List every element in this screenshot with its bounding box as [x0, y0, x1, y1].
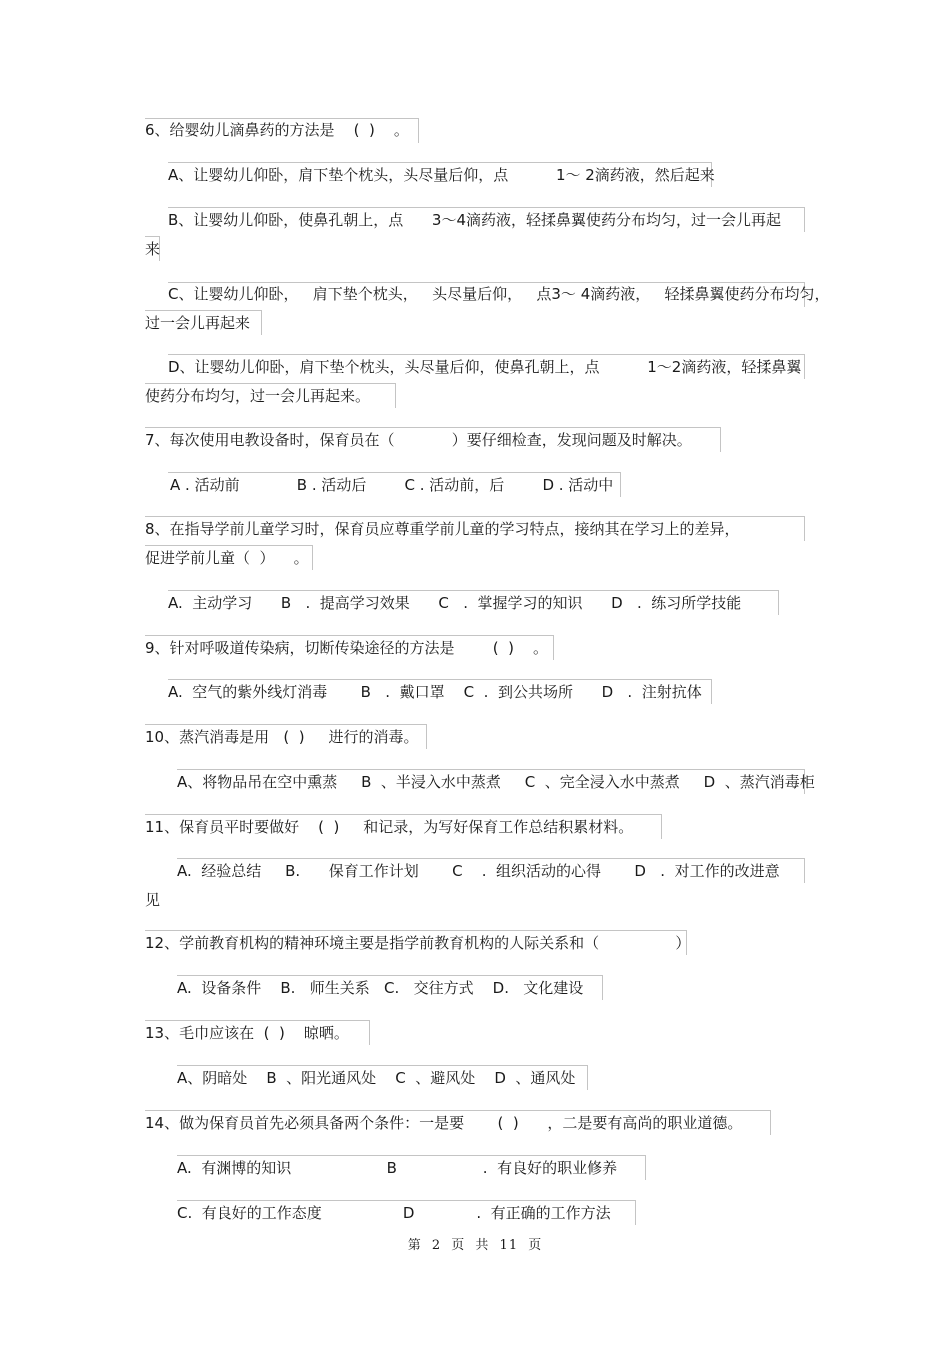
- question-11-options-cont: 见: [145, 891, 161, 909]
- question-6-option-a: A、让婴幼儿仰卧，肩下垫个枕头，头尽量后仰，点 1～ 2滴药液，然后起来: [168, 166, 715, 184]
- question-9-options: A. 空气的紫外线灯消毒 B . 戴口罩 C . 到公共场所 D . 注射抗体: [168, 683, 702, 701]
- question-6-option-b-cont: 来: [145, 240, 161, 258]
- question-7-options: A . 活动前 B . 活动后 C . 活动前，后 D . 活动中: [170, 476, 614, 494]
- question-12-stem: 12、学前教育机构的精神环境主要是指学前教育机构的人际关系和（ ）: [145, 934, 691, 952]
- question-7-stem: 7、每次使用电教设备时，保育员在（ ）要仔细检查，发现问题及时解决。: [145, 431, 692, 449]
- question-6-option-d: D、让婴幼儿仰卧，肩下垫个枕头，头尽量后仰，使鼻孔朝上，点 1～2滴药液，轻揉鼻翼: [168, 358, 802, 376]
- question-11-stem: 11、保育员平时要做好 ( ) 和记录，为写好保育工作总结积累材料。: [145, 818, 634, 836]
- question-6-option-c-cont: 过一会儿再起来: [145, 314, 251, 332]
- question-12-options: A. 设备条件 B. 师生关系 C. 交往方式 D. 文化建设: [177, 979, 584, 997]
- question-14-stem: 14、做为保育员首先必须具备两个条件：一是要 ( ) ，二是要有高尚的职业道德。: [145, 1114, 743, 1132]
- question-9-stem: 9、针对呼吸道传染病，切断传染途径的方法是 ( ) 。: [145, 639, 549, 657]
- question-10-options: A、将物品吊在空中熏蒸 B 、半浸入水中蒸煮 C 、完全浸入水中蒸煮 D 、蒸汽消毒柜: [177, 773, 815, 791]
- question-13-stem: 13、毛巾应该在 ( ) 晾晒。: [145, 1024, 349, 1042]
- question-6-option-c: C、让婴幼儿仰卧， 肩下垫个枕头， 头尽量后仰， 点3～ 4滴药液， 轻揉鼻翼使药分布均匀，: [168, 285, 830, 303]
- question-8-stem: 8、在指导学前儿童学习时，保育员应尊重学前儿童的学习特点，接纳其在学习上的差异，: [145, 520, 740, 538]
- question-6-option-d-cont: 使药分布均匀，过一会儿再起来。: [145, 387, 371, 405]
- page-number-footer: 第 2 页 共 11 页: [407, 1238, 543, 1253]
- question-13-options: A、阴暗处 B 、阳光通风处 C 、避风处 D 、通风处: [177, 1069, 576, 1087]
- question-8-stem-cont: 促进学前儿童（ ） 。: [145, 549, 309, 567]
- question-8-options: A. 主动学习 B . 提高学习效果 C . 掌握学习的知识 D . 练习所学技能: [168, 594, 742, 612]
- question-14-options-ab: A. 有渊博的知识 B . 有良好的职业修养: [177, 1159, 618, 1177]
- question-14-options-cd: C. 有良好的工作态度 D . 有正确的工作方法: [177, 1204, 611, 1222]
- question-11-options: A. 经验总结 B. 保育工作计划 C . 组织活动的心得 D . 对工作的改进意: [177, 862, 780, 880]
- question-6-option-b: B、让婴幼儿仰卧，使鼻孔朝上，点 3～4滴药液，轻揉鼻翼使药分布均匀，过一会儿再起: [168, 211, 781, 229]
- question-10-stem: 10、蒸汽消毒是用 ( ) 进行的消毒。: [145, 728, 419, 746]
- question-6-stem: 6、给婴幼儿滴鼻药的方法是 ( ) 。: [145, 121, 409, 139]
